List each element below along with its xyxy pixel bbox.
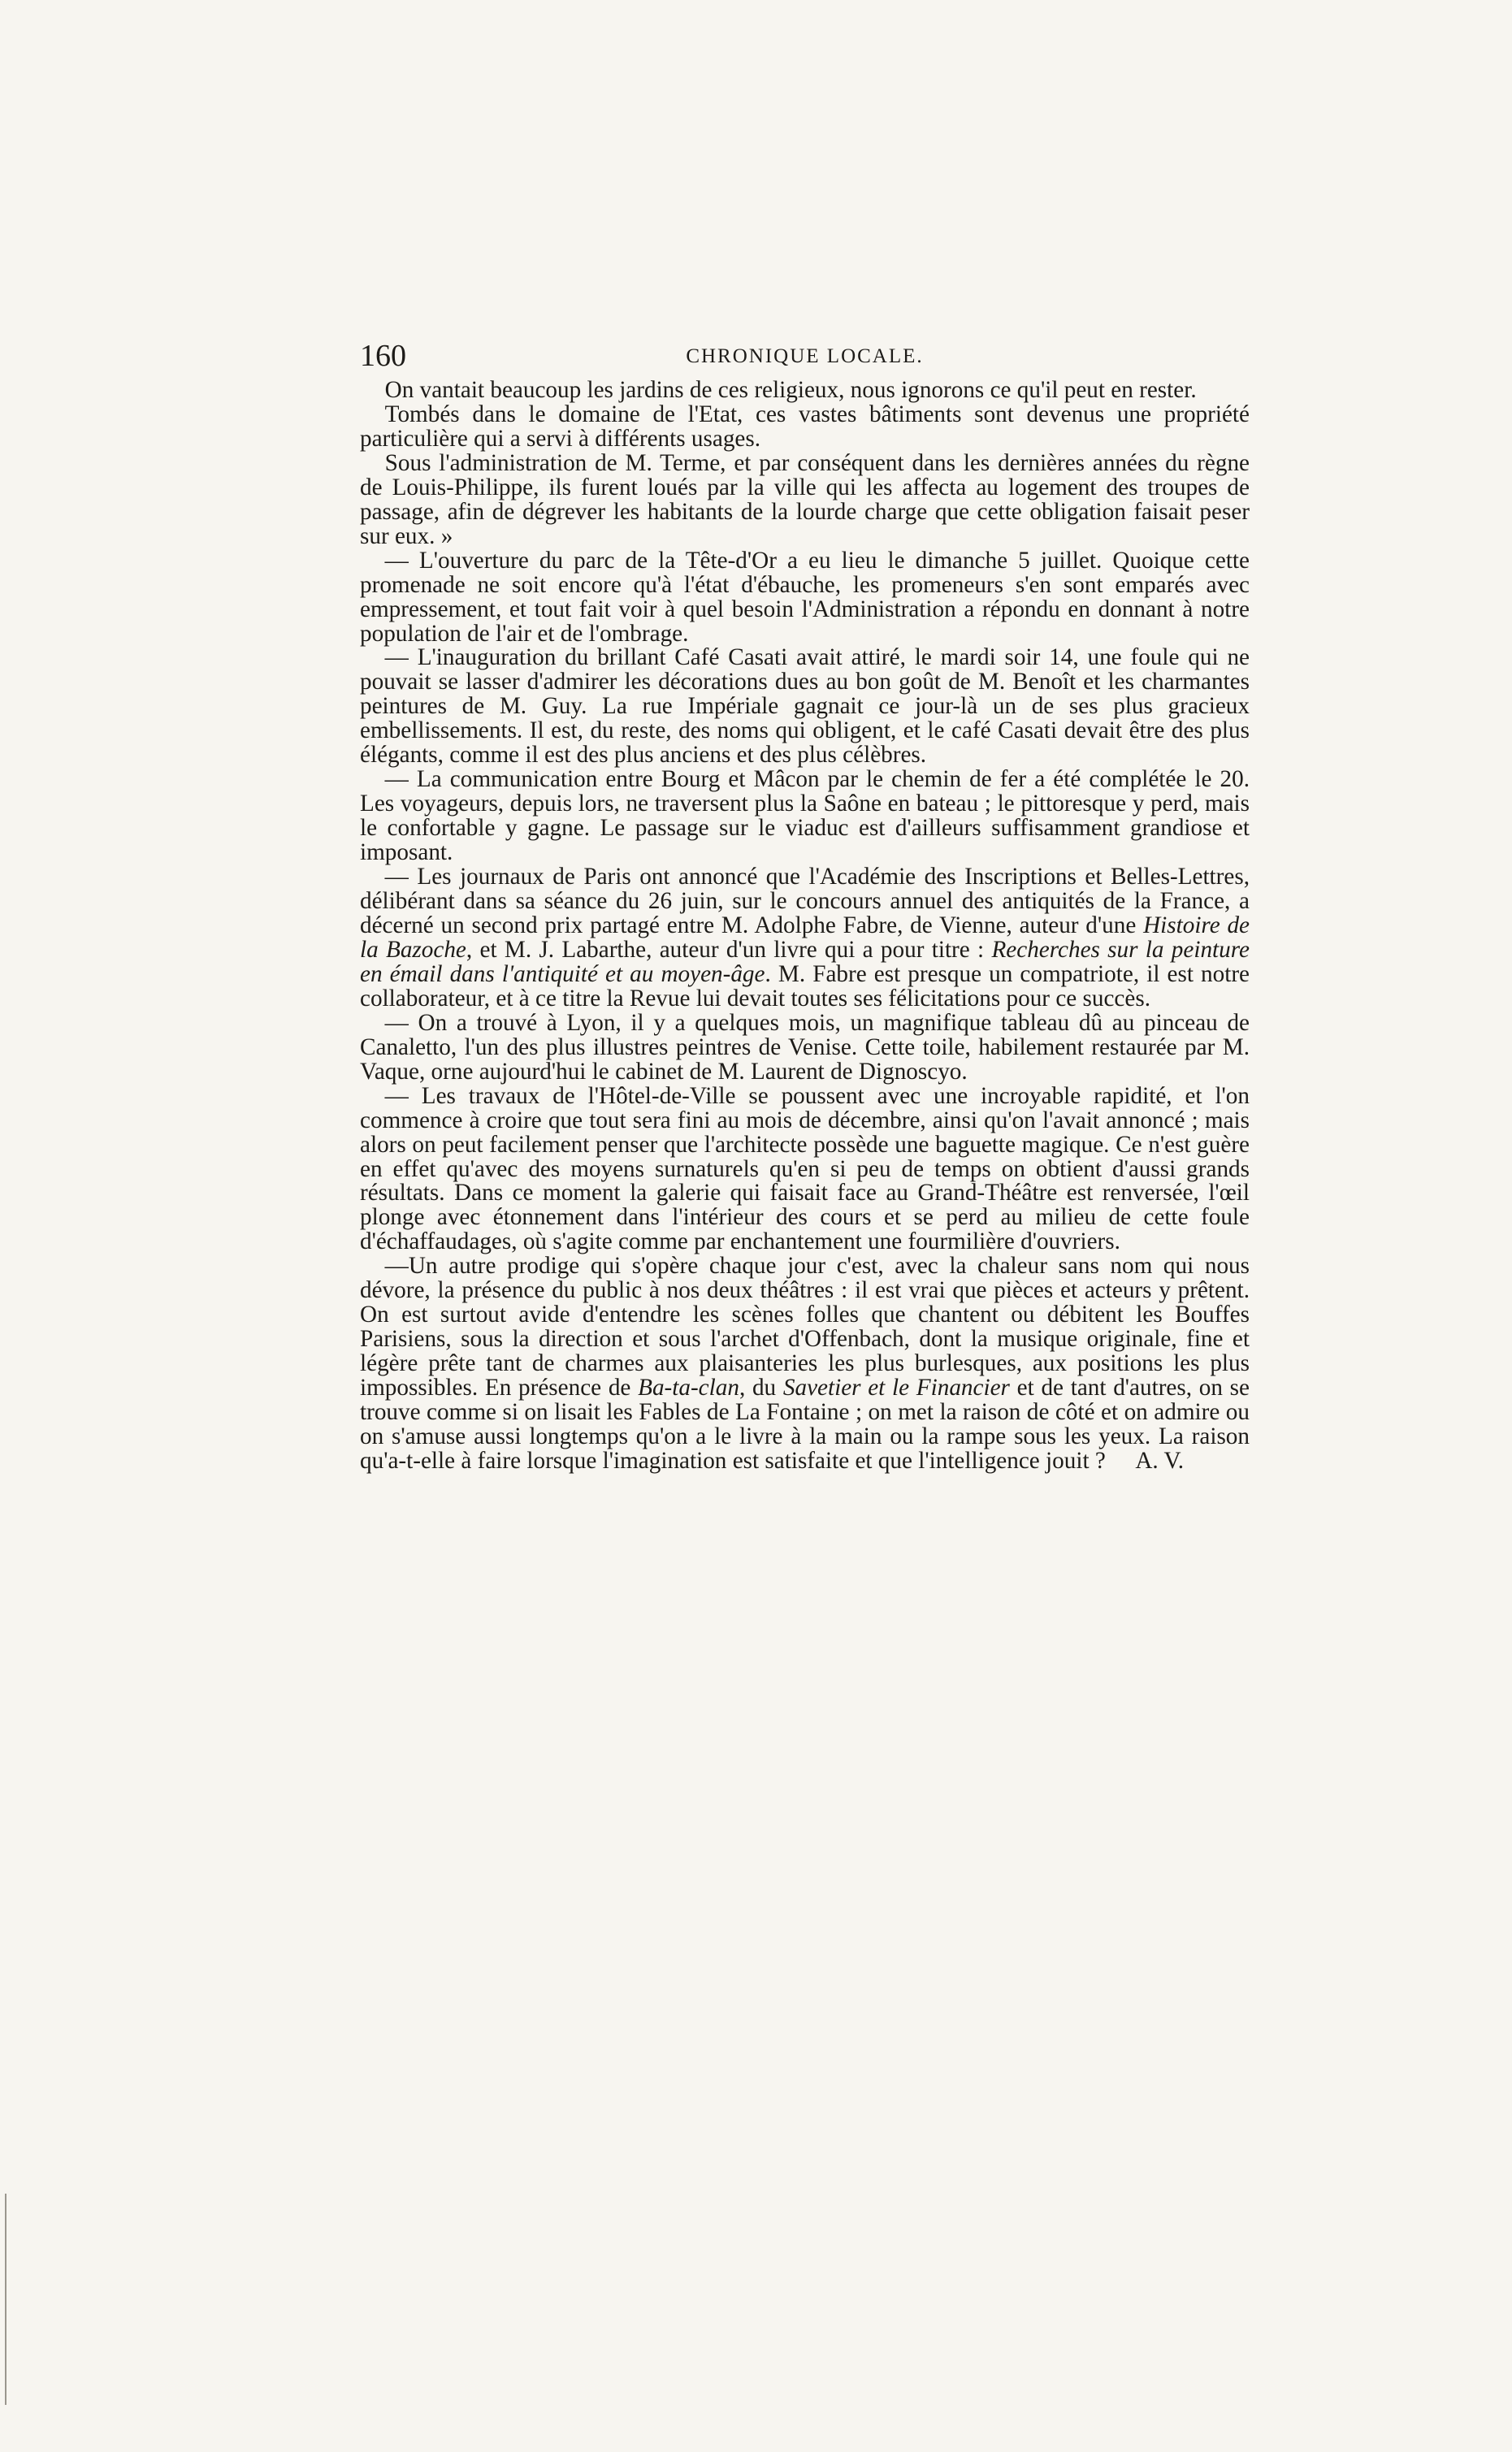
paragraph-hotel-de-ville: — Les travaux de l'Hôtel-de-Ville se poussent avec une incroyable rapidité, et l'on commence à croire que tout sera fini au mois de décembre, ainsi qu'on l'avait annoncé ; mais alors on peut facilement penser que l'architecte possède une baguette magique. Ce n'est guère en effet qu'avec des moyens surnaturels qu'en si peu de temps on obtient d'aussi grands résultats. Dans ce moment la galerie qui faisait face au Grand-Théâtre est renversée, l'œil plonge avec étonnement dans l'intérieur des cours et se perd au milieu de cette foule d'échaffaudages, où s'agite comme par enchantement une fourmilière d'ouvriers. <box>360 1082 1250 1255</box>
work-title-ba-ta-clan: Ba-ta-clan <box>638 1375 739 1401</box>
paragraph-administration-terme: Sous l'administration de M. Terme, et par conséquent dans les dernières années du règne de Louis-Philippe, ils furent loués par la ville qui les affecta au logement des troupes de passage, afin de dégrever les habitants de la lourde charge que cette obligation faisait peser sur eux. » <box>360 449 1250 549</box>
work-title-savetier: Savetier et le Financier <box>782 1375 1010 1401</box>
paragraph-academie-text-1: — Les journaux de Paris ont annoncé que l'Académie des Inscriptions et Belles-Lettres, délibérant dans sa séance du 26 juin, sur le concours annuel des antiquités de la France, a décerné un second prix partagé entre M. Adolphe Fabre, de Vienne, auteur d'une <box>360 864 1250 938</box>
running-title: CHRONIQUE LOCALE. <box>686 345 924 367</box>
paragraph-theatres-text-2: , du <box>739 1375 783 1401</box>
paragraph-cafe-casati: — L'inauguration du brillant Café Casati avait attiré, le mardi soir 14, une foule qui ne pouvait se lasser d'admirer les décorations dues au bon goût de M. Benoît et les charmantes peintures de M. Guy. La rue Impériale gagnait ce jour-là un de ses plus gracieux embellissements. Il est, du reste, des noms qui obligent, et le café Casati devait être des plus élégants, comme il est des plus anciens et des plus célèbres. <box>360 644 1250 769</box>
paragraph-theatres-text-3: et de tant d'autres, on se trouve comme si on lisait les Fables de La Fontaine ; on met la raison de côté et on admire ou on s'amuse aussi longtemps qu'on a le livre à la main ou la rampe sous les yeux. La raison qu'a-t-elle à faire lorsque l'imagination est satisfaite et que l'intelligence jouit ? <box>360 1375 1250 1474</box>
page-number: 160 <box>360 339 406 373</box>
paragraph-parc-tete-dor: — L'ouverture du parc de la Tête-d'Or a eu lieu le dimanche 5 juillet. Quoique cette promenade ne soit encore qu'à l'état d'ébauche, les promeneurs s'en sont emparés avec empressement, et tout fait voir à quel besoin l'Administration a répondu en donnant à notre population de l'air et de l'ombrage. <box>360 547 1250 647</box>
paragraph-canaletto: — On a trouvé à Lyon, il y a quelques mois, un magnifique tableau dû au pinceau de Canaletto, l'un des plus illustres peintres de Venise. Cette toile, habilement restaurée par M. Vaque, orne aujourd'hui le cabinet de M. Laurent de Dignoscyo. <box>360 1009 1250 1085</box>
paragraph-theatres-text-1: —Un autre prodige qui s'opère chaque jour c'est, avec la chaleur sans nom qui nous dévore, la présence du public à nos deux théâtres : il est vrai que pièces et acteurs y prêtent. On est surtout avide d'entendre les scènes folles que chantent ou débitent les Bouffes Parisiens, sous la direction et sous l'archet d'Offenbach, dont la musique originale, fine et légère prête tant de charmes aux plaisanteries les plus burlesques, aux positions les plus impossibles. En présence de <box>360 1253 1250 1401</box>
paragraph-jardins: On vantait beaucoup les jardins de ces religieux, nous ignorons ce qu'il peut en rester. <box>384 377 1197 403</box>
page-header <box>360 336 1250 381</box>
paragraph-domaine-etat: Tombés dans le domaine de l'Etat, ces vastes bâtiments sont devenus une propriété particulière qui a servi à différents usages. <box>360 401 1250 452</box>
paragraph-academie <box>360 865 1250 1012</box>
paragraph-theatres <box>360 1254 1250 1474</box>
paragraph-academie-text-2: , et M. J. Labarthe, auteur d'un livre qui a pour titre : <box>466 936 992 963</box>
paragraph-bourg-macon: — La communication entre Bourg et Mâcon par le chemin de fer a été complétée le 20. Les voyageurs, depuis lors, ne traversent plus la Saône en bateau ; le pittoresque y perd, mais le confortable y gagne. Le passage sur le viaduc est d'ailleurs suffisamment grandiose et imposant. <box>360 766 1250 866</box>
article-body <box>360 379 1250 1474</box>
paragraph-academie-text-3: . M. Fabre est presque un compatriote, il est notre collaborateur, et à ce titre la Revue lui devait toutes ses félicitations pour ce succès. <box>360 960 1250 1012</box>
page-edge-shadow <box>5 2194 6 2405</box>
book-title-recherches: Recherches sur la peinture en émail dans l'antiquité et au moyen-âge <box>360 936 1250 987</box>
author-signature: A. V. <box>1135 1447 1185 1474</box>
book-title-bazoche: Histoire de la Bazoche <box>360 912 1250 963</box>
